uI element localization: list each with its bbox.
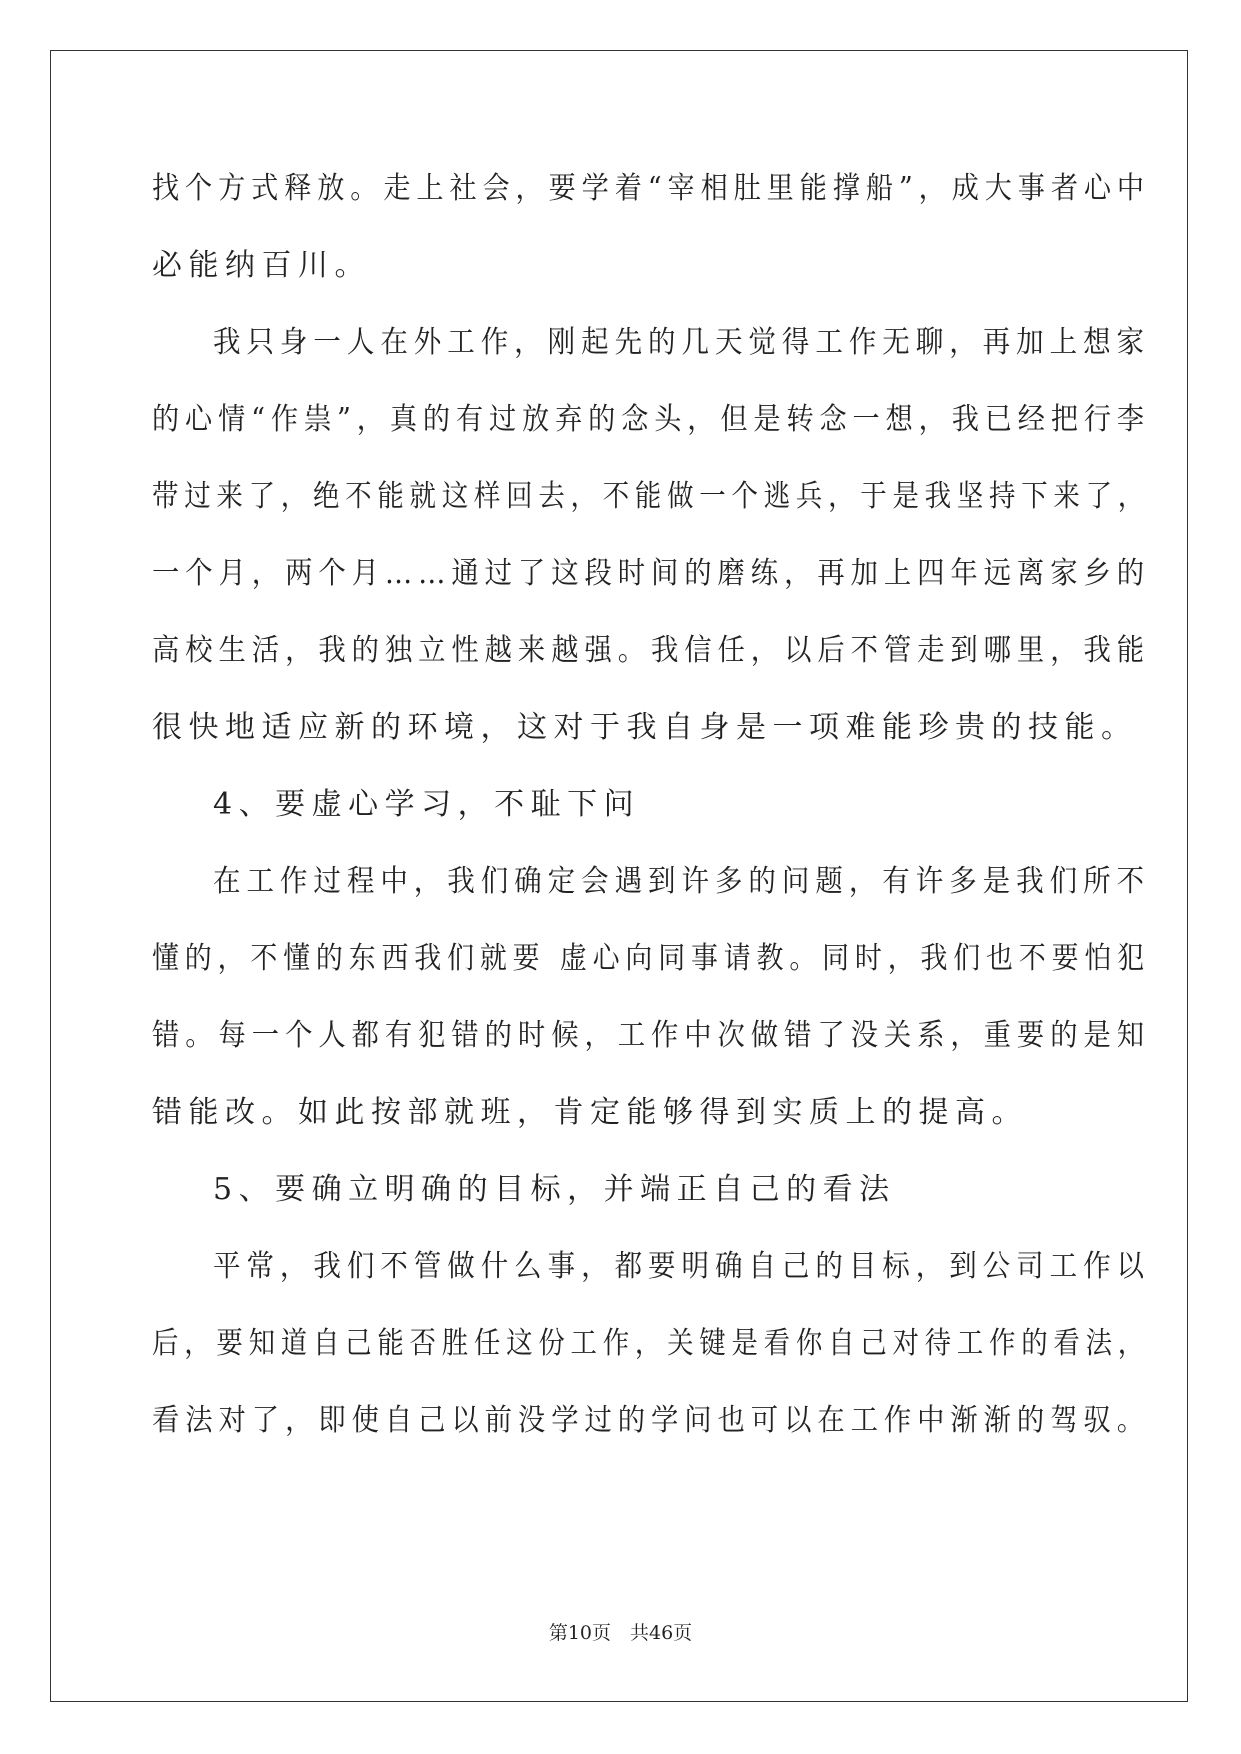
text-line: 看法对了，即使自己以前没学过的学问也可以在工作中渐渐的驾驭。	[152, 1403, 1150, 1438]
section-heading: 4、要虚心学习，不耻下问	[213, 787, 641, 822]
paragraph-first-line: 在工作过程中，我们确定会遇到许多的问题，有许多是我们所不	[213, 864, 1150, 899]
text-line: 的心情“作祟”，真的有过放弃的念头，但是转念一想，我已经把行李	[152, 402, 1150, 437]
text-line: 错能改。如此按部就班，肯定能够得到实质上的提高。	[152, 1095, 1028, 1130]
paragraph-first-line: 我只身一人在外工作，刚起先的几天觉得工作无聊，再加上想家	[213, 325, 1150, 360]
text-line: 必能纳百川。	[152, 248, 371, 283]
text-line: 高校生活，我的独立性越来越强。我信任，以后不管走到哪里，我能	[152, 633, 1150, 668]
section-heading: 5、要确立明确的目标，并端正自己的看法	[213, 1172, 896, 1207]
text-line: 后，要知道自己能否胜任这份工作，关键是看你自己对待工作的看法，	[152, 1326, 1150, 1361]
text-line: 错。每一个人都有犯错的时候，工作中次做错了没关系，重要的是知	[152, 1018, 1150, 1053]
text-line: 懂的，不懂的东西我们就要 虚心向同事请教。同时，我们也不要怕犯	[152, 941, 1150, 976]
paragraph-first-line: 平常，我们不管做什么事，都要明确自己的目标，到公司工作以	[213, 1249, 1150, 1284]
text-line: 一个月，两个月……通过了这段时间的磨练，再加上四年远离家乡的	[152, 556, 1150, 591]
text-line: 带过来了，绝不能就这样回去，不能做一个逃兵，于是我坚持下来了，	[152, 479, 1150, 514]
text-line: 找个方式释放。走上社会，要学着“宰相肚里能撑船”，成大事者心中	[152, 171, 1150, 206]
page-number-footer: 第10页 共46页	[548, 1622, 693, 1644]
text-line: 很快地适应新的环境，这对于我自身是一项难能珍贵的技能。	[152, 710, 1138, 745]
